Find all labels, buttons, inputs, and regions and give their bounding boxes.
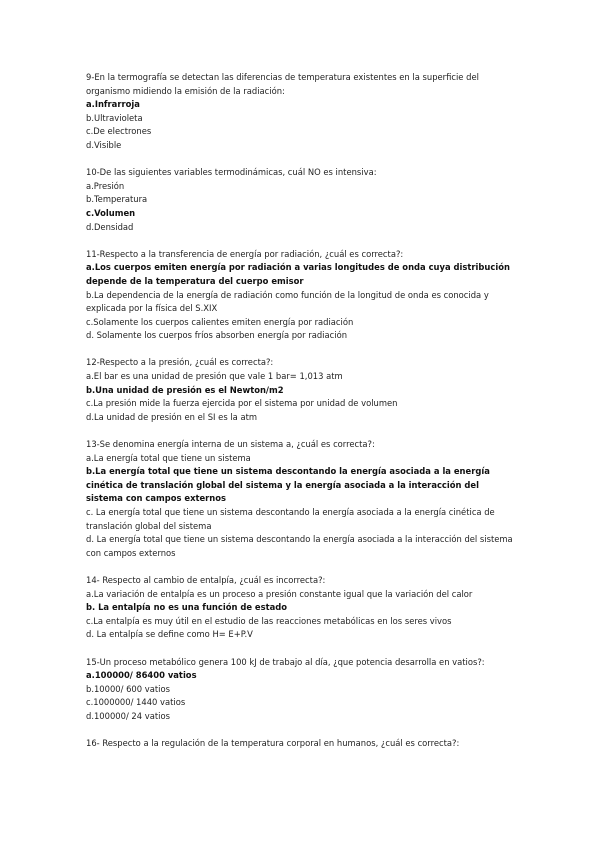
answer-option: c.La presión mide la fuerza ejercida por el sistema por unidad de volumen bbox=[86, 398, 398, 409]
answer-option-correct: c.Volumen bbox=[86, 207, 136, 218]
answer-option: d.100000/ 24 vatios bbox=[86, 710, 170, 721]
answer-option: b.Temperatura bbox=[86, 194, 148, 205]
answer-option-correct: b.Una unidad de presión es el Newton/m2 bbox=[86, 384, 284, 395]
answer-option: d. La entalpía se define como H= E+P.V bbox=[86, 629, 253, 640]
question-stem: 14- Respecto al cambio de entalpía, ¿cuál es incorrecta?: bbox=[86, 574, 326, 585]
question-stem: 9-En la termografía se detectan las diferencias de temperatura existentes en la superficie del organismo midiendo la emisión de la radiación: bbox=[86, 72, 479, 96]
question-stem: 16- Respecto a la regulación de la temperatura corporal en humanos, ¿cuál es correcta?: bbox=[86, 738, 460, 749]
question-block bbox=[86, 166, 518, 234]
question-stem: 13-Se denomina energía interna de un sistema a, ¿cuál es correcta?: bbox=[86, 439, 375, 450]
answer-option: c. La energía total que tiene un sistema descontando la energía asociada a la energía cinética de translación global del sistema bbox=[86, 507, 495, 531]
answer-option-correct: b.La energía total que tiene un sistema descontando la energía asociada a la energía cinética de translación global del sistema y la energía asociada a la interacción del sistema con campos externos bbox=[86, 466, 490, 504]
answer-option-correct: a.100000/ 86400 vatios bbox=[86, 670, 197, 681]
question-block bbox=[86, 656, 518, 724]
answer-option: c.De electrones bbox=[86, 126, 152, 137]
answer-option: d. La energía total que tiene un sistema descontando la energía asociada a la interacción del sistema con campos externos bbox=[86, 534, 513, 558]
answer-option-correct: a.Los cuerpos emiten energía por radiación a varias longitudes de onda cuya distribución depende de la temperatura del cuerpo emisor bbox=[86, 262, 510, 286]
answer-option: d.Visible bbox=[86, 139, 122, 150]
question-stem: 15-Un proceso metabólico genera 100 kJ de trabajo al día, ¿que potencia desarrolla en vatios?: bbox=[86, 656, 485, 667]
answer-option: d. Solamente los cuerpos fríos absorben energía por radiación bbox=[86, 330, 347, 341]
question-block bbox=[86, 356, 518, 424]
question-list bbox=[86, 71, 518, 764]
answer-option: a.Presión bbox=[86, 180, 125, 191]
question-stem: 10-De las siguientes variables termodinámicas, cuál NO es intensiva: bbox=[86, 167, 377, 178]
answer-option: c.Solamente los cuerpos calientes emiten energía por radiación bbox=[86, 316, 354, 327]
answer-option: c.La entalpía es muy útil en el estudio de las reacciones metabólicas en los seres vivos bbox=[86, 615, 452, 626]
answer-option: b.Ultravioleta bbox=[86, 112, 143, 123]
answer-option: d.La unidad de presión en el SI es la atm bbox=[86, 411, 258, 422]
question-block bbox=[86, 438, 518, 560]
answer-option: a.El bar es una unidad de presión que vale 1 bar= 1,013 atm bbox=[86, 371, 343, 382]
answer-option: c.1000000/ 1440 vatios bbox=[86, 697, 186, 708]
answer-option: d.Densidad bbox=[86, 221, 134, 232]
question-block bbox=[86, 248, 518, 343]
answer-option: b.La dependencia de la energía de radiación como función de la longitud de onda es conocida y explicada por la física del S.XIX bbox=[86, 289, 489, 314]
question-stem: 11-Respecto a la transferencia de energía por radiación, ¿cuál es correcta?: bbox=[86, 248, 404, 259]
answer-option-correct: b. La entalpía no es una función de estado bbox=[86, 602, 287, 613]
question-block bbox=[86, 737, 518, 751]
answer-option: a.La energía total que tiene un sistema bbox=[86, 452, 251, 463]
question-block bbox=[86, 71, 518, 153]
answer-option-correct: a.Infrarroja bbox=[86, 99, 140, 110]
question-stem: 12-Respecto a la presión, ¿cuál es correcta?: bbox=[86, 357, 274, 368]
question-block bbox=[86, 574, 518, 642]
answer-option: b.10000/ 600 vatios bbox=[86, 683, 170, 694]
answer-option: a.La variación de entalpía es un proceso a presión constante igual que la variación del calor bbox=[86, 588, 473, 599]
